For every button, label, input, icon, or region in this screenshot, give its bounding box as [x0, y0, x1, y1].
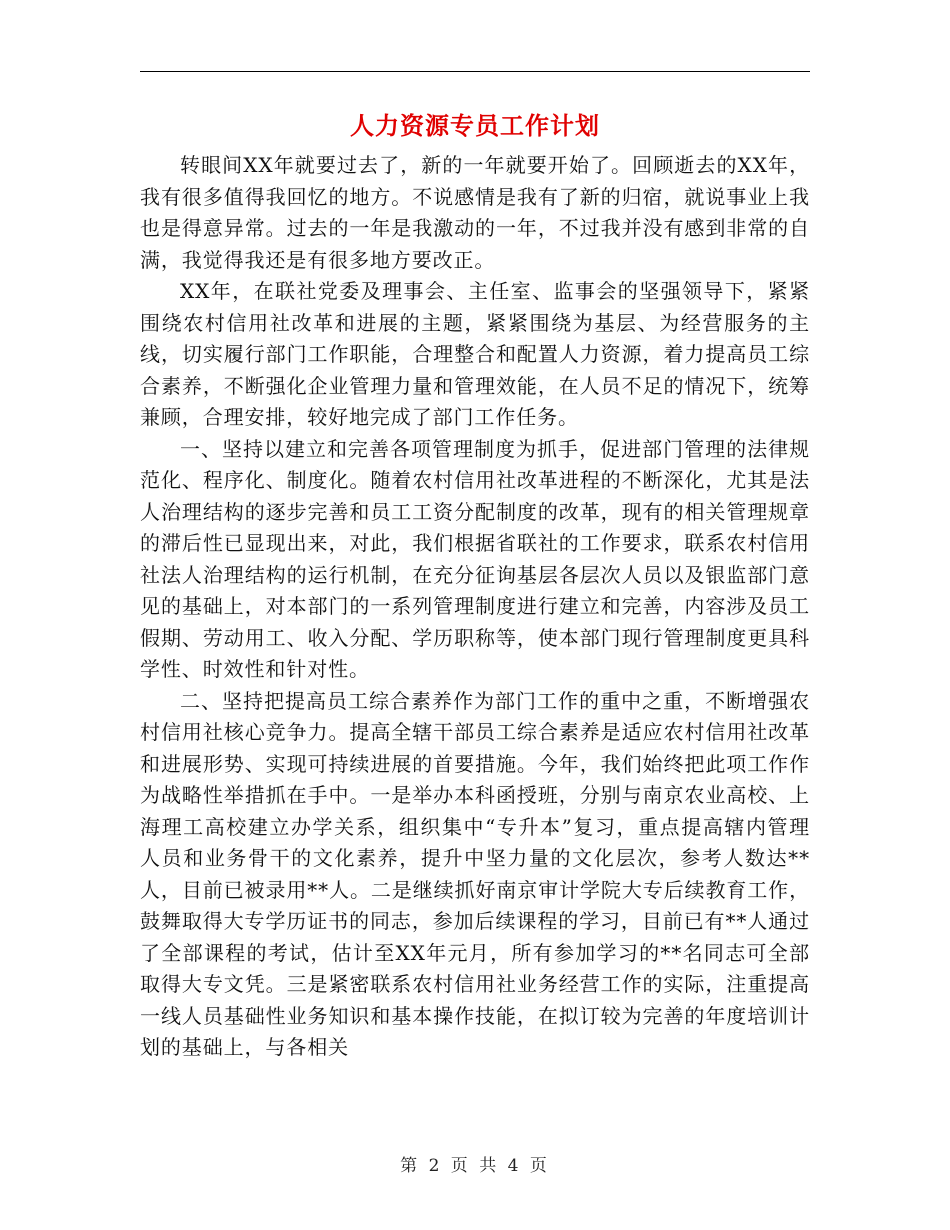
- paragraph-intro: 转眼间XX年就要过去了，新的一年就要开始了。回顾逝去的XX年，我有很多值得我回忆的地方。不说感情是我有了新的归宿，就说事业上我也是得意异常。过去的一年是我激动的一年，不过我并没有感到非常的自满，我觉得我还是有很多地方要改正。: [140, 153, 810, 272]
- paragraph-section-one: 一、坚持以建立和完善各项管理制度为抓手，促进部门管理的法律规范化、程序化、制度化。随着农村信用社改革进程的不断深化，尤其是法人治理结构的逐步完善和员工工资分配制度的改革，现有的相关管理规章的滞后性已显现出来，对此，我们根据省联社的工作要求，联系农村信用社法人治理结构的运行机制，在充分征询基层各层次人员以及银监部门意见的基础上，对本部门的一系列管理制度进行建立和完善，内容涉及员工假期、劳动用工、收入分配、学历职称等，使本部门现行管理制度更具科学性、时效性和针对性。: [140, 436, 810, 681]
- paragraph-section-two: 二、坚持把提高员工综合素养作为部门工作的重中之重，不断增强农村信用社核心竞争力。提高全辖干部员工综合素养是适应农村信用社改革和进展形势、实现可持续进展的首要措施。今年，我们始终把此项工作作为战略性举措抓在手中。一是举办本科函授班，分别与南京农业高校、上海理工高校建立办学关系，组织集中“专升本”复习，重点提高辖内管理人员和业务骨干的文化素养，提升中坚力量的文化层次，参考人数达**人，目前已被录用**人。二是继续抓好南京审计学院大专后续教育工作，鼓舞取得大专学历证书的同志，参加后续课程的学习，目前已有**人通过了全部课程的考试，估计至XX年元月，所有参加学习的**名同志可全部取得大专文凭。三是紧密联系农村信用社业务经营工作的实际，注重提高一线人员基础性业务知识和基本操作技能，在拟订较为完善的年度培训计划的基础上，与各相关: [140, 688, 810, 1059]
- paragraph-summary: XX年，在联社党委及理事会、主任室、监事会的坚强领导下，紧紧围绕农村信用社改革和进展的主题，紧紧围绕为基层、为经营服务的主线，切实履行部门工作职能，合理整合和配置人力资源，着力提高员工综合素养，不断强化企业管理力量和管理效能，在人员不足的情况下，统筹兼顾，合理安排，较好地完成了部门工作任务。: [140, 279, 810, 429]
- document-body: [140, 150, 810, 1064]
- header-rule: [140, 71, 810, 72]
- page-number: 第 2 页 共 4 页: [400, 1156, 550, 1176]
- document-title: 人力资源专员工作计划: [350, 111, 600, 140]
